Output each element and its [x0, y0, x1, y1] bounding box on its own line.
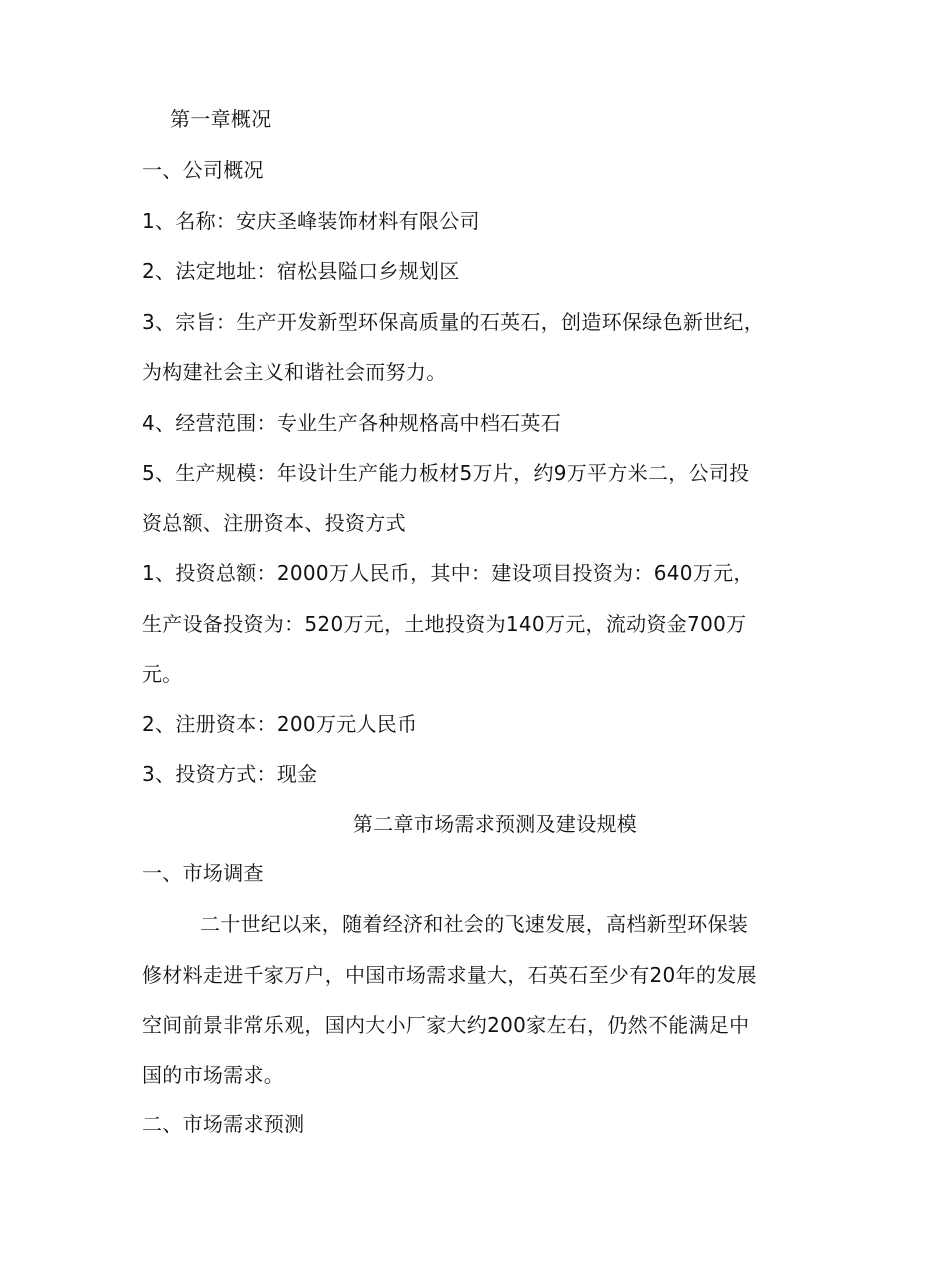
chapter2-title: 第二章市场需求预测及建设规模: [352, 812, 638, 836]
section-heading-company-overview: 一、公司概况: [142, 158, 264, 182]
investment-total-line2: 生产设备投资为：520万元，土地投资为140万元，流动资金700万: [142, 612, 747, 636]
investment-total-line1: 1、投资总额：2000万人民币，其中：建设项目投资为：640万元，: [142, 561, 754, 585]
section-heading-market-demand-forecast: 二、市场需求预测: [142, 1112, 305, 1136]
item-company-name: 1、名称：安庆圣峰装饰材料有限公司: [142, 209, 480, 233]
item-production-scale-line2: 资总额、注册资本、投资方式: [142, 511, 406, 535]
item-production-scale-line1: 5、生产规模：年设计生产能力板材5万片，约9万平方米二，公司投: [142, 461, 750, 485]
market-survey-paragraph-line3: 空间前景非常乐观，国内大小厂家大约200家左右，仍然不能满足中: [142, 1013, 750, 1037]
market-survey-paragraph-line2: 修材料走进千家万户，中国市场需求量大，石英石至少有20年的发展: [142, 963, 757, 987]
investment-registered-capital: 2、注册资本：200万元人民币: [142, 712, 418, 736]
item-business-scope: 4、经营范围：专业生产各种规格高中档石英石: [142, 411, 562, 435]
market-survey-paragraph-line4: 国的市场需求。: [142, 1063, 285, 1087]
section-heading-market-survey: 一、市场调查: [142, 861, 264, 885]
item-purpose-line1: 3、宗旨：生产开发新型环保高质量的石英石，创造环保绿色新世纪，: [142, 310, 765, 334]
market-survey-paragraph-line1: 二十世纪以来，随着经济和社会的飞速发展，高档新型环保装: [200, 912, 749, 936]
investment-method: 3、投资方式：现金: [142, 762, 318, 786]
item-purpose-line2: 为构建社会主义和谐社会而努力。: [142, 360, 447, 384]
item-legal-address: 2、法定地址：宿松县隘口乡规划区: [142, 259, 460, 283]
investment-total-line3: 元。: [142, 662, 183, 686]
chapter1-title: 第一章概况: [170, 107, 272, 131]
